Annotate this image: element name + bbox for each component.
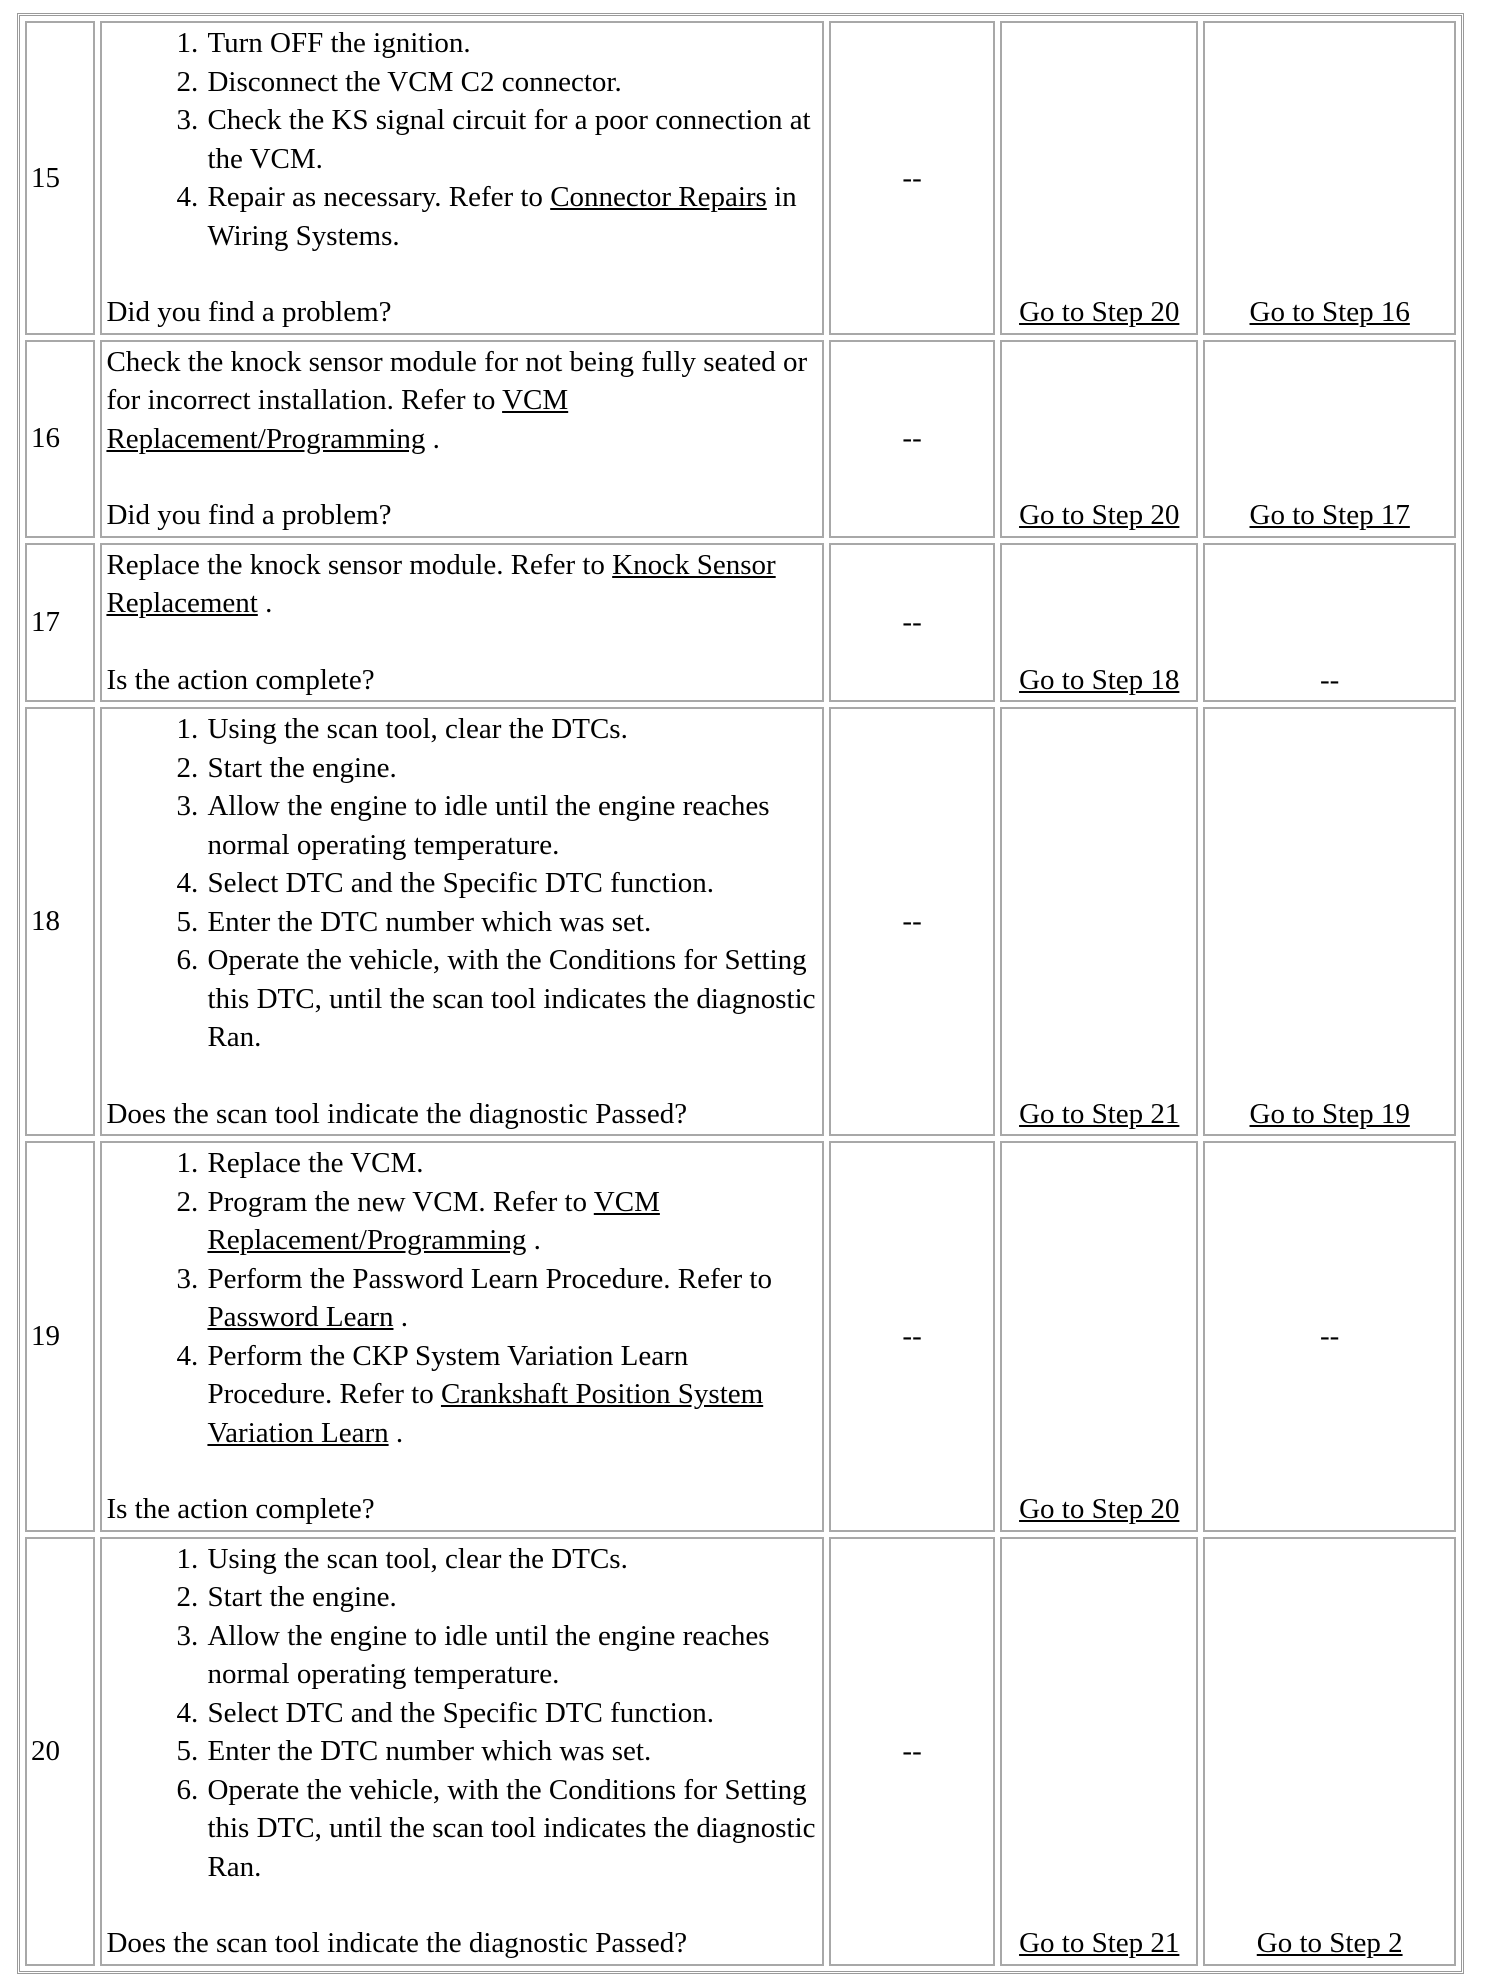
- action-item: [205, 101, 818, 178]
- text-fragment: .: [257, 587, 273, 619]
- text-fragment: .: [393, 1301, 408, 1333]
- go-to-step-link-no[interactable]: Go to Step 2: [1256, 1927, 1403, 1959]
- step-value: --: [829, 1141, 995, 1532]
- action-item: [205, 63, 818, 102]
- step-action-list: [106, 1540, 818, 1887]
- text-fragment: Disconnect the VCM C2 connector.: [207, 65, 622, 98]
- action-item: [205, 1694, 818, 1733]
- action-item: [205, 1617, 818, 1694]
- step-action: [100, 340, 824, 538]
- action-paragraph: [106, 343, 818, 459]
- text-fragment: .: [388, 1416, 404, 1449]
- text-fragment: Perform the CKP System Variation Learn Procedure. Refer to: [207, 1339, 689, 1410]
- step-question: Did you find a problem?: [106, 499, 392, 531]
- text-fragment: Operate the vehicle, with the Conditions for Setting this DTC, until the scan tool indicates the diagnostic Ran.: [207, 1773, 816, 1883]
- text-fragment: Enter the DTC number which was set.: [207, 1735, 652, 1767]
- text-fragment: .: [526, 1224, 541, 1256]
- no-result: [1203, 543, 1456, 703]
- reference-link[interactable]: VCM Replacement/Programming: [207, 1185, 660, 1256]
- step-question: Does the scan tool indicate the diagnostic Passed?: [106, 1927, 688, 1959]
- diagnostic-steps-body: [25, 21, 1456, 1966]
- yes-result: [1000, 340, 1198, 538]
- text-fragment: Replace the knock sensor module. Refer to: [106, 548, 613, 581]
- yes-result: [1000, 1537, 1198, 1966]
- step-question: Does the scan tool indicate the diagnostic Passed?: [106, 1097, 688, 1130]
- action-item: [205, 1578, 818, 1617]
- action-item: [205, 710, 818, 749]
- action-item: [205, 24, 818, 63]
- step-number: 19: [25, 1141, 95, 1532]
- step-value: --: [829, 340, 995, 538]
- text-fragment: Select DTC and the Specific DTC function.: [207, 1696, 715, 1729]
- diagnostic-steps-table: [17, 13, 1464, 1974]
- text-fragment: Operate the vehicle, with the Conditions for Setting this DTC, until the scan tool indicates the diagnostic Ran.: [207, 944, 816, 1053]
- action-item: [205, 787, 818, 864]
- step-number: 18: [25, 707, 95, 1136]
- step-row: [25, 707, 1456, 1136]
- step-question: Is the action complete?: [106, 663, 375, 696]
- go-to-step-link-no[interactable]: Go to Step 19: [1249, 1097, 1410, 1130]
- no-result: [1203, 1537, 1456, 1966]
- action-item: [205, 1337, 818, 1453]
- step-action-list: [106, 710, 818, 1057]
- step-number: 15: [25, 21, 95, 335]
- go-to-step-link-no[interactable]: Go to Step 16: [1249, 296, 1410, 328]
- step-row: [25, 1141, 1456, 1532]
- text-fragment: Using the scan tool, clear the DTCs.: [207, 713, 628, 745]
- go-to-step-link-no[interactable]: Go to Step 17: [1249, 499, 1410, 531]
- action-item: [205, 1732, 818, 1771]
- action-item: [205, 903, 818, 942]
- action-item: [205, 1144, 818, 1183]
- text-fragment: Allow the engine to idle until the engine reaches normal operating temperature.: [207, 1619, 770, 1690]
- step-row: [25, 1537, 1456, 1966]
- no-result: [1203, 1141, 1456, 1532]
- step-number: 20: [25, 1537, 95, 1966]
- step-value: --: [829, 21, 995, 335]
- action-item: [205, 749, 818, 788]
- yes-result: [1000, 1141, 1198, 1532]
- text-fragment: Using the scan tool, clear the DTCs.: [207, 1542, 628, 1575]
- step-value: --: [829, 707, 995, 1136]
- no-result-text: --: [1320, 663, 1340, 696]
- action-paragraph: [106, 546, 818, 623]
- step-action: [100, 707, 824, 1136]
- yes-result: [1000, 707, 1198, 1136]
- text-fragment: Turn OFF the ignition.: [207, 27, 471, 59]
- reference-link[interactable]: Connector Repairs: [550, 181, 767, 213]
- text-fragment: Check the knock sensor module for not being fully seated or for incorrect installation. Refer to: [106, 345, 808, 416]
- action-item: [205, 864, 818, 903]
- reference-link[interactable]: VCM Replacement/Programming: [106, 384, 569, 455]
- text-fragment: Replace the VCM.: [207, 1147, 424, 1179]
- step-question: Did you find a problem?: [106, 296, 392, 328]
- no-result: [1203, 21, 1456, 335]
- step-row: [25, 340, 1456, 538]
- step-value: --: [829, 543, 995, 703]
- text-fragment: Repair as necessary. Refer to: [207, 181, 551, 213]
- action-item: [205, 1260, 818, 1337]
- yes-result: [1000, 543, 1198, 703]
- go-to-step-link-yes[interactable]: Go to Step 21: [1019, 1097, 1180, 1130]
- text-fragment: Select DTC and the Specific DTC function.: [207, 867, 715, 899]
- step-row: [25, 21, 1456, 335]
- step-action-list: [106, 24, 818, 255]
- step-action: [100, 21, 824, 335]
- step-value: --: [829, 1537, 995, 1966]
- step-number: 17: [25, 543, 95, 703]
- action-item: [205, 1540, 818, 1579]
- step-number: 16: [25, 340, 95, 538]
- go-to-step-link-yes[interactable]: Go to Step 18: [1019, 663, 1180, 696]
- step-action: [100, 1537, 824, 1966]
- text-fragment: in Wiring Systems.: [207, 181, 797, 252]
- text-fragment: .: [425, 422, 440, 455]
- action-item: [205, 178, 818, 255]
- reference-link[interactable]: Password Learn: [207, 1301, 394, 1333]
- reference-link[interactable]: Knock Sensor Replacement: [106, 548, 776, 619]
- action-item: [205, 941, 818, 1057]
- no-result: [1203, 707, 1456, 1136]
- no-result: [1203, 340, 1456, 538]
- reference-link[interactable]: Crankshaft Position System Variation Learn: [207, 1378, 764, 1449]
- text-fragment: Start the engine.: [207, 751, 397, 784]
- yes-result: [1000, 21, 1198, 335]
- step-row: [25, 543, 1456, 703]
- step-action: [100, 1141, 824, 1532]
- no-result-text: --: [1320, 1320, 1340, 1352]
- go-to-step-link-yes[interactable]: Go to Step 20: [1019, 499, 1180, 531]
- action-item: [205, 1771, 818, 1887]
- text-fragment: Program the new VCM. Refer to: [207, 1185, 594, 1218]
- step-action: [100, 543, 824, 703]
- go-to-step-link-yes[interactable]: Go to Step 20: [1019, 1493, 1180, 1525]
- text-fragment: Enter the DTC number which was set.: [207, 905, 652, 938]
- diagnostic-steps-page: [17, 13, 1464, 1974]
- step-question: Is the action complete?: [106, 1493, 375, 1525]
- text-fragment: Allow the engine to idle until the engine reaches normal operating temperature.: [207, 790, 770, 861]
- step-action-list: [106, 1144, 818, 1452]
- text-fragment: Check the KS signal circuit for a poor connection at the VCM.: [207, 104, 811, 175]
- text-fragment: Start the engine.: [207, 1581, 397, 1613]
- text-fragment: Perform the Password Learn Procedure. Refer to: [207, 1262, 772, 1295]
- go-to-step-link-yes[interactable]: Go to Step 21: [1019, 1927, 1180, 1959]
- go-to-step-link-yes[interactable]: Go to Step 20: [1019, 296, 1180, 328]
- action-item: [205, 1183, 818, 1260]
